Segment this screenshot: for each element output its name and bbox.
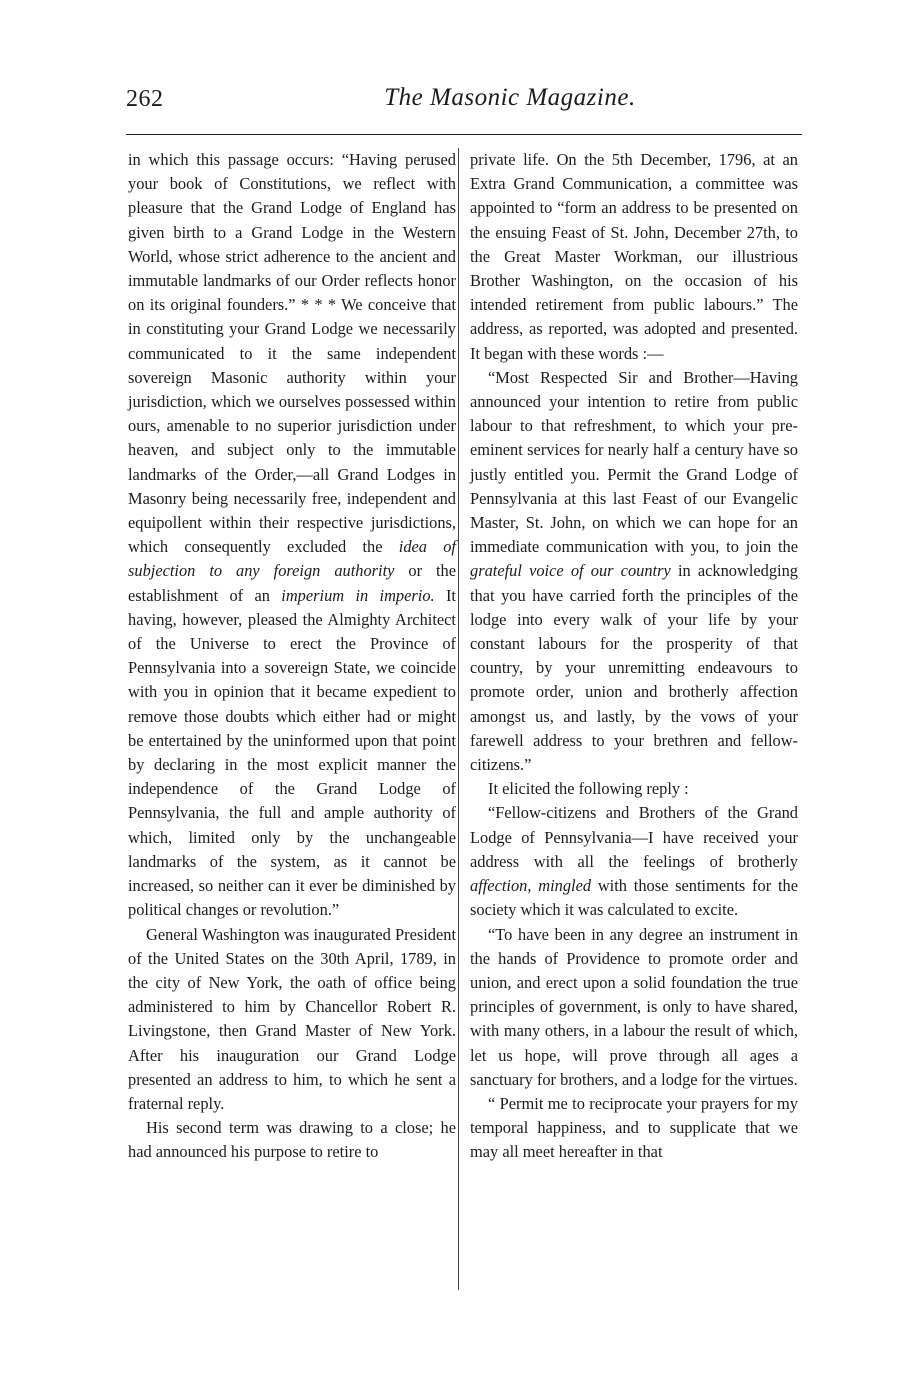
right-paragraph-6: “ Permit me to reciprocate your prayers for my temporal happiness, and to supplicate that we may all meet hereafter in that [470, 1093, 798, 1162]
left-paragraph-3: His second term was drawing to a close; he had announced his purpose to retire to [128, 1118, 456, 1162]
right-paragraph-2 [470, 366, 798, 777]
left-p1-italic-b: idea of subjection to any foreign authority [128, 537, 456, 581]
left-p1-italic-d: imperium in imperio. [281, 585, 435, 605]
left-p1-text-a: in which this passage occurs: “Having perused your book of Constitutions, we reflect with pleasure that the Grand Lodge of England has given birth to a Grand Lodge in the Western World, whose strict adherence to the ancient and immutable landmarks of our Order reflects honor on its original founders.” * * * We conceive that in constituting your Grand Lodge we necessarily communicated to it the same independent sovereign Masonic authority within your jurisdiction, which we ourselves possessed within ours, amenable to no superior jurisdiction under heaven, and subject only to the immutable landmarks of the Order,—all Grand Lodges in Masonry being necessarily free, independent and equipollent within their respective jurisdictions, which consequently excluded the [128, 150, 456, 557]
left-p1-text-e: It having, however, pleased the Almighty Architect of the Universe to erect the Province of Pennsylvania into a sovereign State, we coincide with you in opinion that it became expedient to remove those doubts which either had or might be entertained by the uninformed upon that point by declaring in the most explicit manner the independence of the Grand Lodge of Pennsylvania, the full and ample authority of which, limited only by the unchangeable landmarks of the system, as it cannot be increased, so neither can it ever be diminished by political changes or revolution.” [128, 585, 456, 920]
right-column [470, 148, 798, 1165]
right-p2-italic-b: grateful voice of our country [470, 561, 671, 581]
running-title: The Masonic Magazine. [384, 84, 636, 111]
right-p2-text-a: “Most Respected Sir and Brother—Having announced your intention to retire from public labour to that refreshment, to which your pre-eminent services for nearly half a century have so justly entitled you. Permit the Grand Lodge of Pennsylvania at this last Feast of our Evangelic Master, St. John, on which we can hope for an immediate communication with you, to join the [470, 367, 798, 557]
column-divider [458, 148, 459, 1290]
left-p1-text-c: or the establishment of an [128, 561, 456, 605]
right-p4-text-c: with those sentiments for the society which it was calculated to excite. [470, 876, 798, 920]
right-p2-text-c: in acknowledging that you have carried forth the principles of the lodge into every walk of your life by your constant labours for the prosperity of that country, by your unremitting endeavours to promote order, union and brotherly affection amongst us, and lastly, by the vows of your farewell address to your brethren and fellow-citizens.” [470, 561, 798, 775]
right-p4-italic-b: affection, mingled [470, 876, 592, 896]
left-column [128, 148, 456, 1165]
right-paragraph-1: private life. On the 5th December, 1796, at an Extra Grand Communication, a committee was appointed to “form an address to be presented on the ensuing Feast of St. John, December 27th, to the Great Master Workman, our illustrious Brother Washington, on the occasion of his intended retirement from public labours.” The address, as reported, was adopted and presented. It began with these words :— [470, 150, 798, 363]
right-p4-text-a: “Fellow-citizens and Brothers of the Grand Lodge of Pennsylvania—I have received your address with all the feelings of brotherly [470, 803, 798, 871]
left-paragraph-2: General Washington was inaugurated President of the United States on the 30th April, 1789, in the city of New York, the oath of office being administered to him by Chancellor Robert R. Livingstone, then Grand Master of New York. After his inauguration our Grand Lodge presented an address to him, to which he sent a fraternal reply. [128, 924, 456, 1113]
right-paragraph-5: “To have been in any degree an instrument in the hands of Providence to promote order and union, and erect upon a solid foundation the true principles of government, is only to have shared, with many others, in a labour the result of which, let us hope, will prove through all ages a sanctuary for brothers, and a lodge for the virtues. [470, 924, 798, 1089]
header-rule [126, 134, 802, 135]
page-number: 262 [126, 86, 164, 112]
left-paragraph-1 [128, 148, 456, 923]
right-paragraph-4 [470, 801, 798, 922]
right-paragraph-3: It elicited the following reply : [488, 779, 689, 799]
